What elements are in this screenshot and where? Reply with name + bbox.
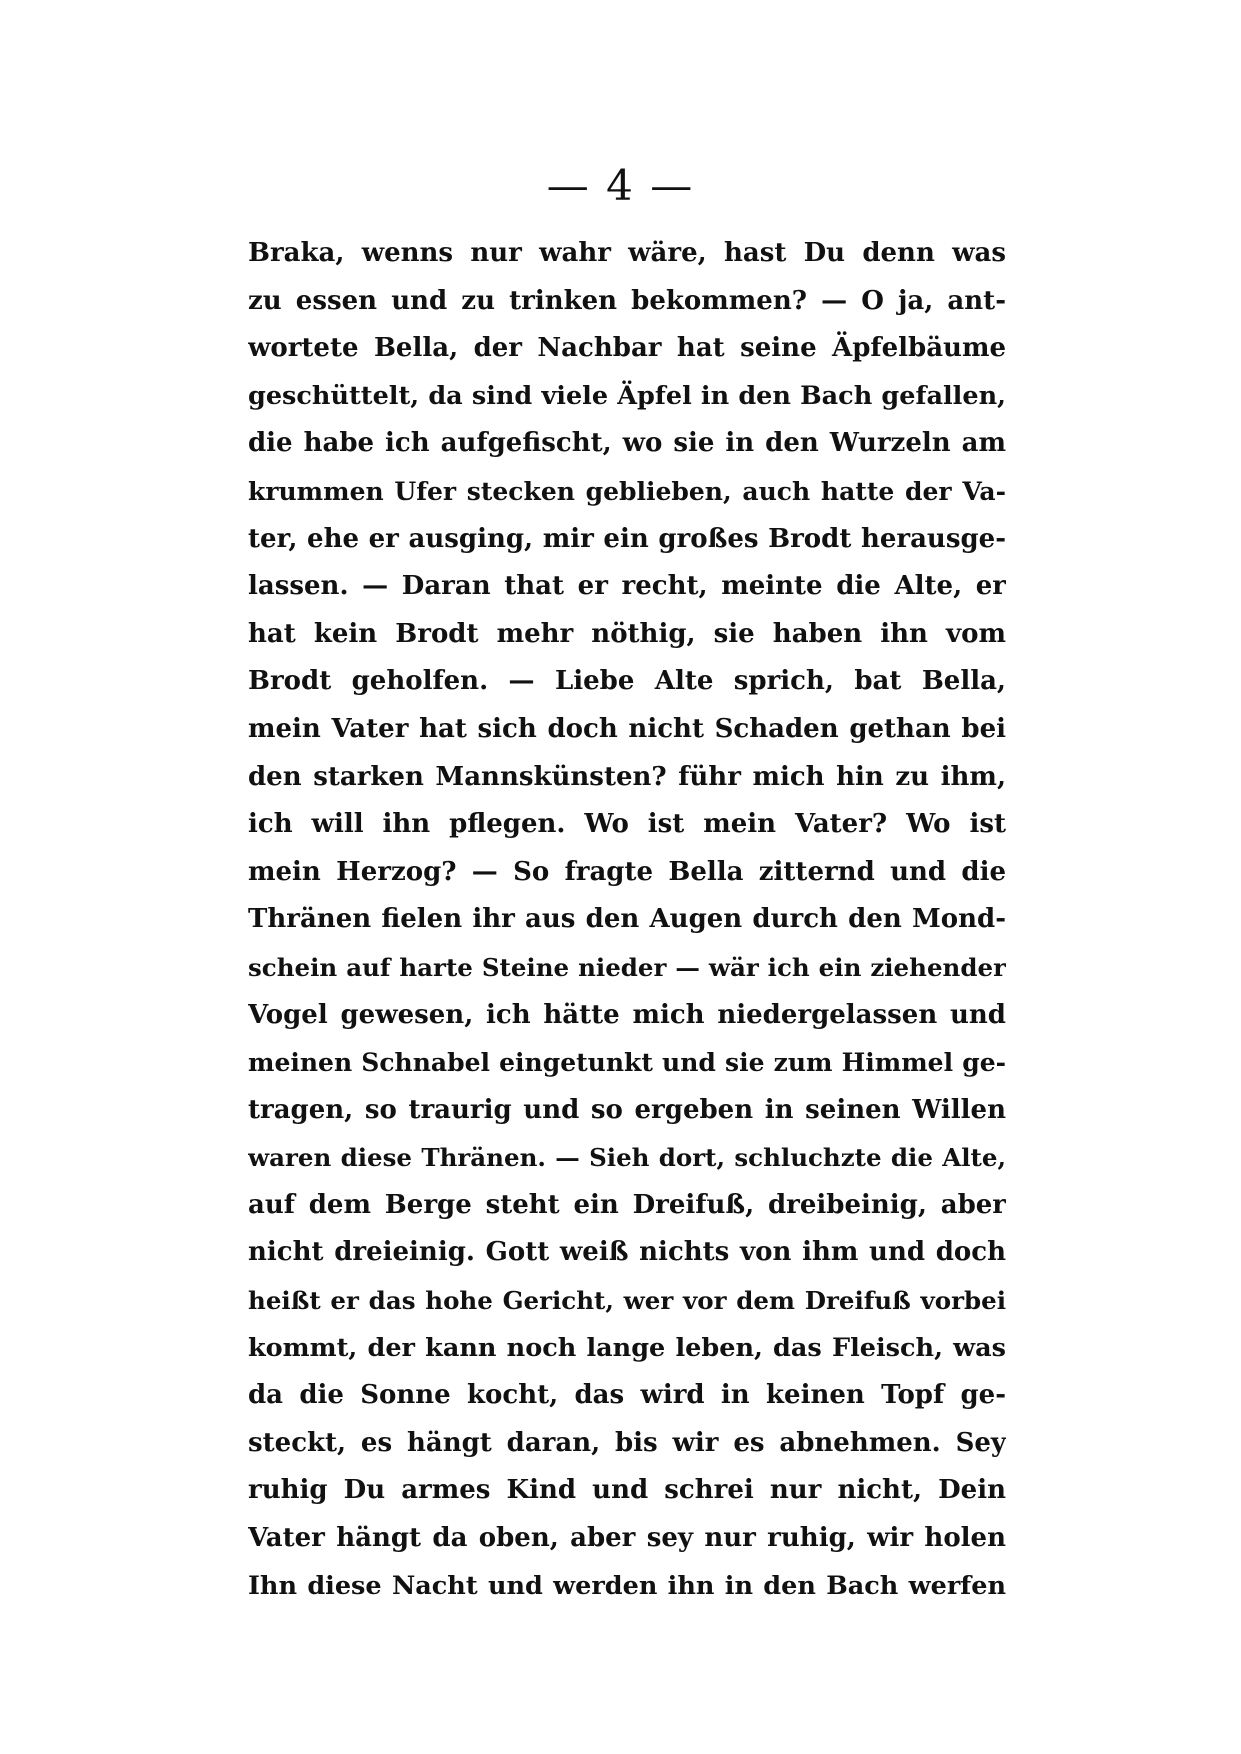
text-line: kommt, der kann noch lange leben, das Fleisch, was <box>248 1332 1006 1363</box>
text-line: Ihn diese Nacht und werden ihn in den Bach werfen <box>248 1570 1006 1601</box>
text-line: Vater hängt da oben, aber sey nur ruhig, wir holen <box>248 1523 1006 1554</box>
text-line: waren diese Thränen. — Sieh dort, schluchzte die Alte, <box>248 1143 1006 1173</box>
text-line: schein auf harte Steine nieder — wär ich ein ziehender <box>248 952 1006 982</box>
text-line: den starken Mannskünsten? führ mich hin zu ihm, <box>248 761 1006 792</box>
text-line: hat kein Brodt mehr nöthig, sie haben ihn vom <box>248 618 1006 649</box>
text-line: krummen Ufer stecken geblieben, auch hatte der Va- <box>248 476 1006 506</box>
body-text <box>248 230 1006 1610</box>
text-line: geschüttelt, da sind viele Äpfel in den Bach gefallen, <box>248 380 1006 411</box>
text-line: auf dem Berge steht ein Dreifuß, dreibeinig, aber <box>248 1189 1006 1220</box>
text-line: heißt er das hohe Gericht, wer vor dem Dreifuß vorbei <box>248 1286 1006 1316</box>
text-line: ich will ihn pflegen. Wo ist mein Vater? Wo ist <box>248 809 1006 840</box>
text-line: mein Vater hat sich doch nicht Schaden gethan bei <box>248 713 1006 744</box>
text-line: steckt, es hängt daran, bis wir es abnehmen. Sey <box>248 1427 1006 1458</box>
text-line: Thränen fielen ihr aus den Augen durch den Mond- <box>248 904 1006 935</box>
text-line: zu essen und zu trinken bekommen? — O ja, ant- <box>248 285 1006 316</box>
text-line: Braka, wenns nur wahr wäre, hast Du denn was <box>248 238 1006 268</box>
text-line: mein Herzog? — So fragte Bella zitternd und die <box>248 856 1006 887</box>
text-line: die habe ich aufgefischt, wo sie in den Wurzeln am <box>248 428 1006 459</box>
text-line: wortete Bella, der Nachbar hat seine Äpfelbäume <box>248 333 1006 364</box>
page-number: — 4 — <box>546 161 695 210</box>
text-line: tragen, so traurig und so ergeben in seinen Willen <box>248 1094 1006 1125</box>
text-line: ter, ehe er ausging, mir ein großes Brodt herausge- <box>248 523 1006 554</box>
text-line: lassen. — Daran that er recht, meinte die Alte, er <box>248 571 1006 602</box>
text-line: da die Sonne kocht, das wird in keinen Topf ge- <box>248 1380 1006 1411</box>
text-line: Vogel gewesen, ich hätte mich niedergelassen und <box>248 999 1006 1030</box>
text-line: meinen Schnabel eingetunkt und sie zum Himmel ge- <box>248 1048 1006 1078</box>
text-line: Brodt geholfen. — Liebe Alte sprich, bat Bella, <box>248 666 1006 697</box>
text-line: nicht dreieinig. Gott weiß nichts von ihm und doch <box>248 1237 1006 1268</box>
text-line: ruhig Du armes Kind und schrei nur nicht, Dein <box>248 1475 1006 1506</box>
